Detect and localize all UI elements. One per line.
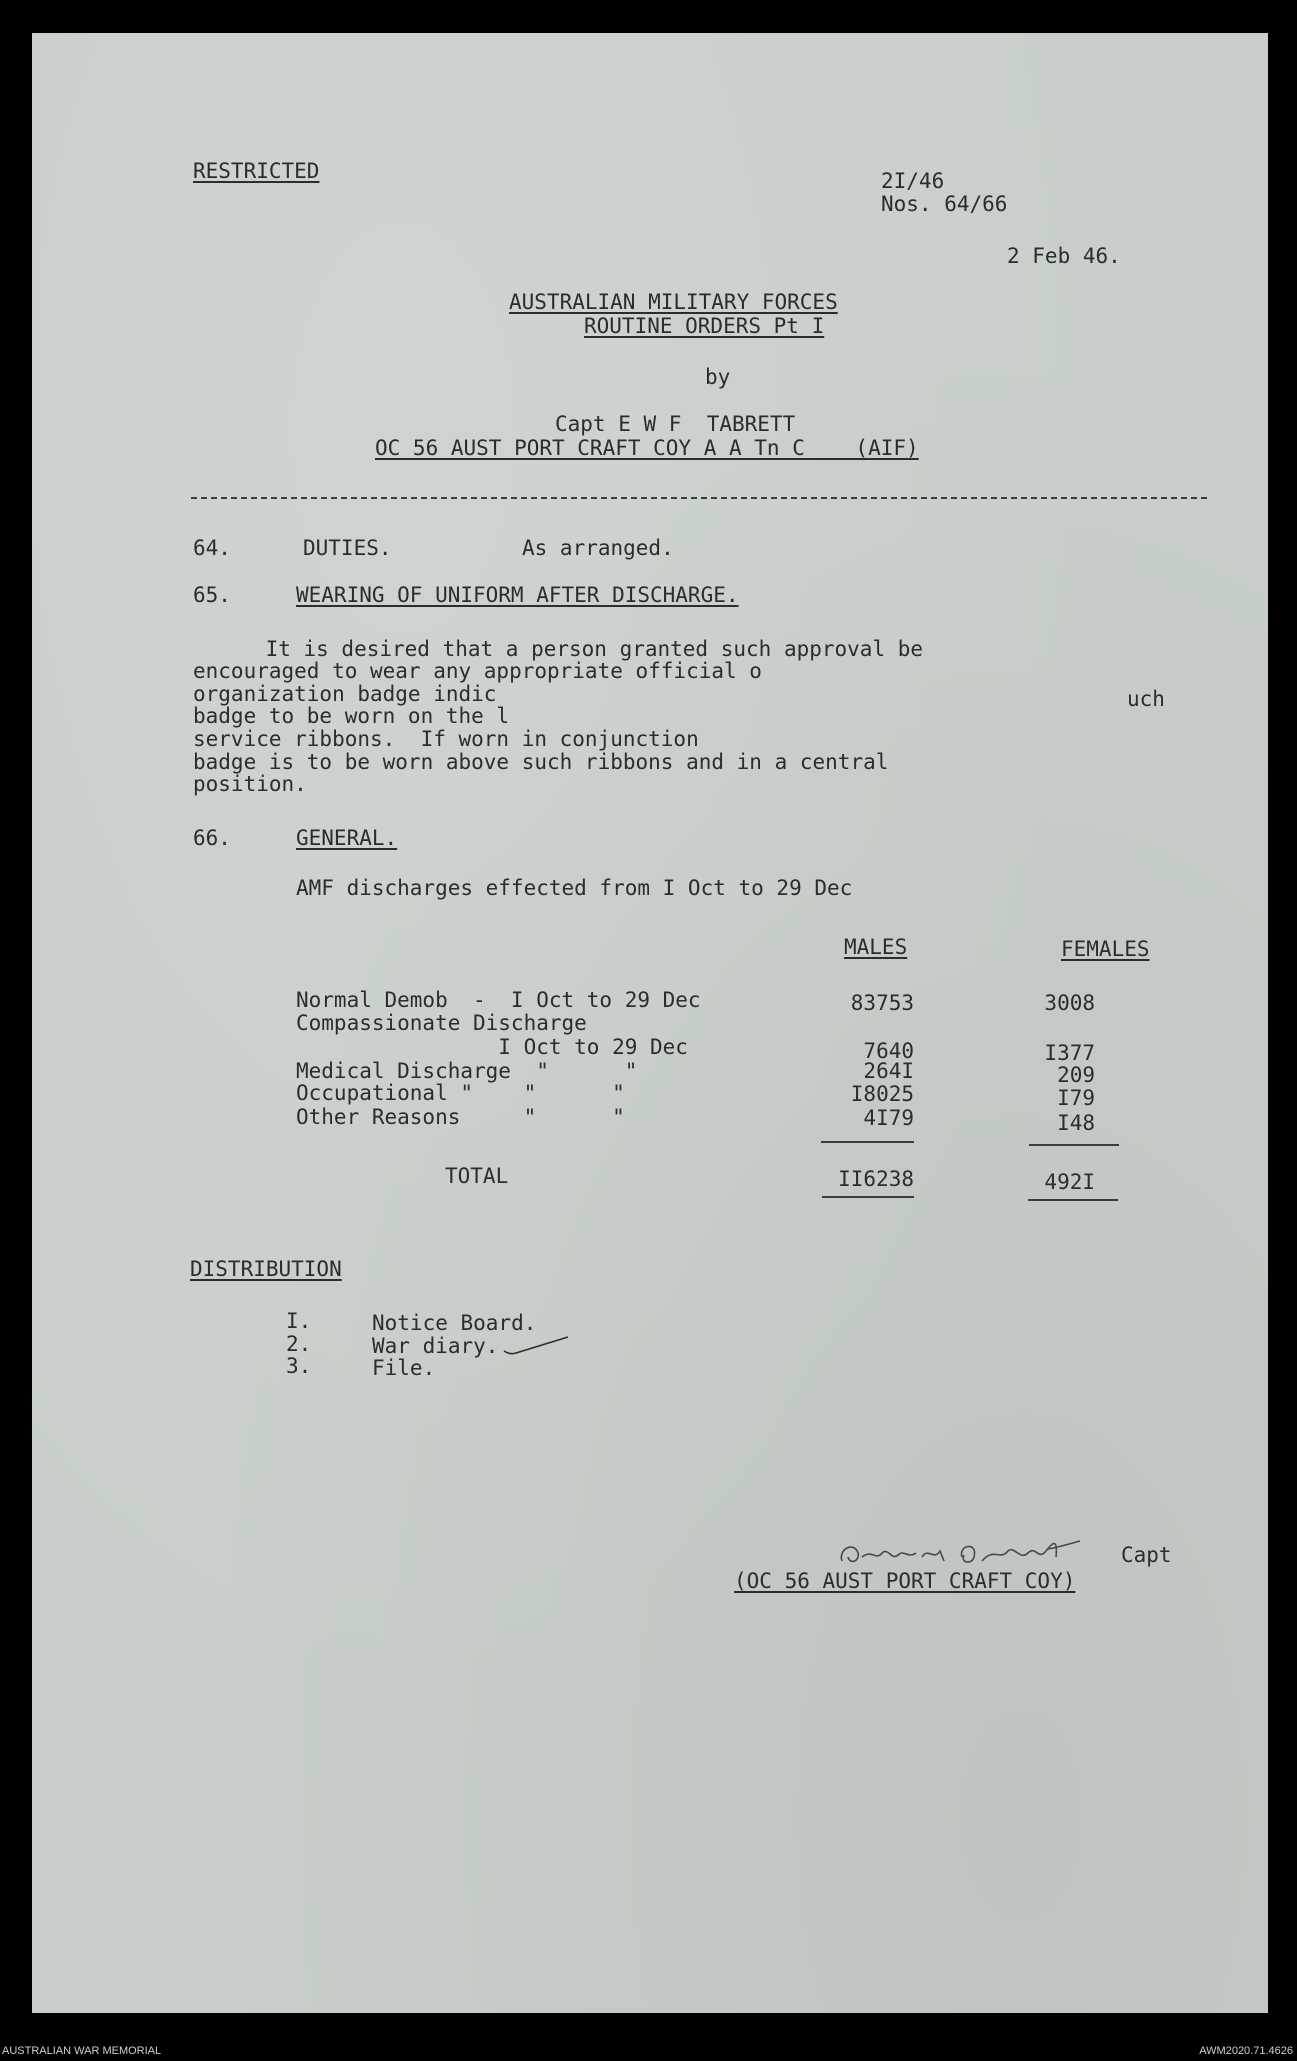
- total-label: TOTAL: [445, 1164, 509, 1188]
- issuing-unit: OC 56 AUST PORT CRAFT COY A A Tn C (AIF): [375, 436, 919, 460]
- table-header-females: FEMALES: [1061, 937, 1150, 961]
- title-line2: ROUTINE ORDERS Pt I: [584, 314, 825, 338]
- order-65-line: badge to be worn on the l: [193, 704, 510, 728]
- order-64-text: As arranged.: [522, 536, 674, 560]
- total-underline-females: [1028, 1199, 1118, 1201]
- table-row-males: I8025: [850, 1082, 914, 1106]
- document-page: [32, 33, 1268, 2013]
- signature-block: (OC 56 AUST PORT CRAFT COY): [734, 1569, 1076, 1593]
- distribution-item-text: Notice Board.: [372, 1311, 537, 1335]
- order-65-line: uch: [1127, 687, 1165, 711]
- table-row-males: 4I79: [863, 1106, 914, 1130]
- table-row-label: Occupational " " ": [296, 1081, 625, 1105]
- order-65-line: organization badge indic: [193, 682, 497, 706]
- order-64-heading: DUTIES.: [303, 536, 392, 560]
- order-66-intro: AMF discharges effected from I Oct to 29 Dec: [296, 876, 853, 900]
- order-65-number: 65.: [193, 583, 231, 607]
- order-66-heading: GENERAL.: [296, 826, 398, 850]
- order-65-line: position.: [193, 772, 307, 796]
- signature-rank: Capt: [1121, 1543, 1172, 1567]
- total-rule-females: [1029, 1144, 1119, 1146]
- order-65-line: badge is to be worn above such ribbons and in a central: [193, 750, 889, 774]
- order-66-number: 66.: [193, 826, 231, 850]
- table-row-males: 83753: [850, 991, 914, 1015]
- table-row-label: Normal Demob - I Oct to 29 Dec: [296, 988, 701, 1012]
- total-females: 492I: [1044, 1170, 1095, 1194]
- issuing-officer: Capt E W F TABRETT: [555, 412, 796, 436]
- distribution-item-number: 3.: [286, 1354, 312, 1378]
- title-by: by: [705, 365, 731, 389]
- reference-number: 2I/46: [881, 169, 945, 193]
- order-65-line: It is desired that a person granted such approval be: [215, 637, 924, 661]
- order-65-heading: WEARING OF UNIFORM AFTER DISCHARGE.: [296, 583, 739, 607]
- table-row-males: 7640: [863, 1039, 914, 1063]
- table-row-females: I377: [1044, 1041, 1095, 1065]
- table-row-label: Medical Discharge " ": [296, 1059, 638, 1083]
- table-row-females: I79: [1057, 1086, 1095, 1110]
- total-rule-males: [821, 1141, 914, 1143]
- separator-line: [191, 497, 1207, 499]
- table-row-label: Other Reasons " ": [296, 1105, 625, 1129]
- total-underline-males: [822, 1196, 914, 1198]
- table-row-females: 209: [1057, 1063, 1095, 1087]
- title-line1: AUSTRALIAN MILITARY FORCES: [509, 290, 838, 314]
- distribution-item-text: War diary.: [372, 1334, 499, 1358]
- footer-accession-number: AWM2020.71.4626: [1199, 2045, 1293, 2057]
- classification-label: RESTRICTED: [193, 159, 320, 183]
- distribution-heading: DISTRIBUTION: [190, 1257, 342, 1281]
- footer-archive-name: AUSTRALIAN WAR MEMORIAL: [2, 2045, 162, 2057]
- order-64-number: 64.: [193, 536, 231, 560]
- table-row-males: 264I: [863, 1059, 914, 1083]
- checkmark-icon: [502, 1333, 572, 1359]
- document-date: 2 Feb 46.: [1007, 244, 1121, 268]
- order-65-line: encouraged to wear any appropriate official o: [193, 659, 762, 683]
- distribution-item-number: I.: [286, 1309, 312, 1333]
- distribution-item-text: File.: [372, 1356, 436, 1380]
- table-header-males: MALES: [844, 935, 908, 959]
- table-row-females: 3008: [1044, 991, 1095, 1015]
- distribution-item-number: 2.: [286, 1332, 312, 1356]
- order-65-line: service ribbons. If worn in conjunction: [193, 727, 699, 751]
- table-row-females: I48: [1057, 1111, 1095, 1135]
- table-row-label: I Oct to 29 Dec: [296, 1035, 688, 1059]
- order-numbers: Nos. 64/66: [881, 192, 1008, 216]
- total-males: II6238: [838, 1167, 914, 1191]
- table-row-label: Compassionate Discharge: [296, 1011, 587, 1035]
